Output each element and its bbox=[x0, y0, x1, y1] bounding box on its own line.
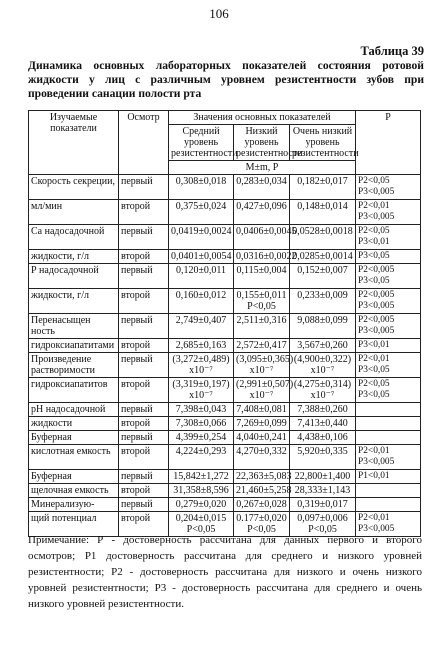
table-row bbox=[29, 378, 421, 403]
header-exam: Осмотр bbox=[119, 111, 169, 175]
row-p: Р2<0,05 Р3<0,01 bbox=[356, 225, 421, 250]
header-low: Низкий уровень резистентности bbox=[234, 125, 290, 161]
table-row bbox=[29, 403, 421, 417]
value-low: 0,155±0,011 Р<0,05 bbox=[234, 289, 290, 314]
row-exam: второй bbox=[119, 378, 169, 403]
value-very-low: 0,319±0,017 bbox=[290, 498, 356, 512]
table-row bbox=[29, 417, 421, 431]
value-very-low: 9,088±0,099 bbox=[290, 314, 356, 339]
row-label: Перенасыщен ность bbox=[29, 314, 119, 339]
row-p: Р2<0,01 Р3<0,005 bbox=[356, 200, 421, 225]
value-low: 21,460±5,258 bbox=[234, 484, 290, 498]
value-low: 4,040±0,241 bbox=[234, 431, 290, 445]
value-very-low: (4,275±0,314) х10⁻⁷ bbox=[290, 378, 356, 403]
row-label: жидкости, г/л bbox=[29, 289, 119, 314]
value-very-low: 0,148±0,014 bbox=[290, 200, 356, 225]
row-p: Р2<0,01 Р3<0,05 bbox=[356, 353, 421, 378]
table-row bbox=[29, 445, 421, 470]
value-very-low: 4,438±0,106 bbox=[290, 431, 356, 445]
value-medium: 0,204±0,015 Р<0,05 bbox=[169, 512, 234, 537]
value-low: 4,270±0,332 bbox=[234, 445, 290, 470]
table-row bbox=[29, 470, 421, 484]
row-p: Р2<0,005 Р3<0,05 bbox=[356, 264, 421, 289]
row-p: Р2<0,005 Р3<0,005 bbox=[356, 289, 421, 314]
row-exam: второй bbox=[119, 250, 169, 264]
value-very-low: 0,0285±0,0014 bbox=[290, 250, 356, 264]
header-mstat: M±m, P bbox=[169, 161, 356, 175]
value-low: 0,267±0,028 bbox=[234, 498, 290, 512]
row-label: щелочная емкость bbox=[29, 484, 119, 498]
value-low: 0,427±0,096 bbox=[234, 200, 290, 225]
value-very-low: 0,0528±0,0018 bbox=[290, 225, 356, 250]
value-very-low: 0,233±0,009 bbox=[290, 289, 356, 314]
value-medium: 7,398±0,043 bbox=[169, 403, 234, 417]
row-exam: второй bbox=[119, 417, 169, 431]
row-label: Буферная bbox=[29, 470, 119, 484]
value-low: 7,269±0,099 bbox=[234, 417, 290, 431]
row-label: кислотная емкость bbox=[29, 445, 119, 470]
value-very-low: 0,152±0,007 bbox=[290, 264, 356, 289]
row-exam: первый bbox=[119, 353, 169, 378]
value-very-low: (4,900±0,322) х10⁻⁷ bbox=[290, 353, 356, 378]
row-label: Минерализую- bbox=[29, 498, 119, 512]
value-medium: 0,279±0,020 bbox=[169, 498, 234, 512]
table-row bbox=[29, 250, 421, 264]
table-row bbox=[29, 339, 421, 353]
value-medium: 0,120±0,011 bbox=[169, 264, 234, 289]
value-medium: (3,272±0,489) х10⁻⁷ bbox=[169, 353, 234, 378]
value-medium: 4,399±0,254 bbox=[169, 431, 234, 445]
table-row bbox=[29, 200, 421, 225]
row-label: Буферная bbox=[29, 431, 119, 445]
table-row bbox=[29, 225, 421, 250]
value-medium: 15,842±1,272 bbox=[169, 470, 234, 484]
row-p: Р2<0,005 Р3<0,005 bbox=[356, 314, 421, 339]
value-medium: 7,308±0,066 bbox=[169, 417, 234, 431]
row-label: pH надосадочной bbox=[29, 403, 119, 417]
value-medium: 0,160±0,012 bbox=[169, 289, 234, 314]
table-row bbox=[29, 264, 421, 289]
value-low: 0,115±0,004 bbox=[234, 264, 290, 289]
row-exam: первый bbox=[119, 175, 169, 200]
row-label: жидкости, г/л bbox=[29, 250, 119, 264]
header-p: Р bbox=[356, 111, 421, 175]
row-exam: первый bbox=[119, 403, 169, 417]
value-low: 2,511±0,316 bbox=[234, 314, 290, 339]
row-exam: первый bbox=[119, 470, 169, 484]
row-exam: первый bbox=[119, 264, 169, 289]
value-medium: 0,0401±0,0054 bbox=[169, 250, 234, 264]
table-row bbox=[29, 289, 421, 314]
row-label: Р надосадочной bbox=[29, 264, 119, 289]
row-exam: второй bbox=[119, 289, 169, 314]
row-p: Р2<0,05 Р3<0,05 bbox=[356, 378, 421, 403]
row-label: Произведение растворимости bbox=[29, 353, 119, 378]
value-low: 22,363±5,083 bbox=[234, 470, 290, 484]
table-row bbox=[29, 175, 421, 200]
row-label: гидроксиапатитами bbox=[29, 339, 119, 353]
value-medium: 0,308±0,018 bbox=[169, 175, 234, 200]
header-very-low: Очень низкий уровень резистентности bbox=[290, 125, 356, 161]
row-p bbox=[356, 498, 421, 512]
value-low: 0,0316±0,0022 bbox=[234, 250, 290, 264]
row-p bbox=[356, 403, 421, 417]
results-table bbox=[28, 110, 421, 537]
row-p: Р1<0,01 bbox=[356, 470, 421, 484]
row-exam: первый bbox=[119, 314, 169, 339]
row-label: жидкости bbox=[29, 417, 119, 431]
value-medium: 0,0419±0,0024 bbox=[169, 225, 234, 250]
value-medium: 0,375±0,024 bbox=[169, 200, 234, 225]
value-very-low: 0,182±0,017 bbox=[290, 175, 356, 200]
row-exam: второй bbox=[119, 339, 169, 353]
value-medium: (3,319±0,197) х10⁻⁷ bbox=[169, 378, 234, 403]
table-title: Динамика основных лабораторных показателей состояния ротовой жидкости у лиц с различным уровнем резистентности зубов при проведении санации полости рта bbox=[28, 59, 424, 100]
table-row bbox=[29, 498, 421, 512]
value-medium: 31,358±8,596 bbox=[169, 484, 234, 498]
value-low: 0,283±0,034 bbox=[234, 175, 290, 200]
value-very-low: 5,920±0,335 bbox=[290, 445, 356, 470]
row-label: гидроксиапатитов bbox=[29, 378, 119, 403]
table-row bbox=[29, 431, 421, 445]
header-medium: Средний уровень резистентности bbox=[169, 125, 234, 161]
table-number: Таблица 39 bbox=[360, 44, 424, 58]
row-p: Р3<0,05 bbox=[356, 250, 421, 264]
value-low: 2,572±0,417 bbox=[234, 339, 290, 353]
header-indicators: Изучаемые показатели bbox=[29, 111, 119, 175]
row-p: Р2<0,01 Р3<0,005 bbox=[356, 445, 421, 470]
table-row bbox=[29, 353, 421, 378]
table-body bbox=[29, 175, 421, 537]
value-very-low: 7,413±0,440 bbox=[290, 417, 356, 431]
row-exam: второй bbox=[119, 512, 169, 537]
row-label: Са надосадочной bbox=[29, 225, 119, 250]
row-exam: второй bbox=[119, 200, 169, 225]
table-row bbox=[29, 484, 421, 498]
row-p bbox=[356, 417, 421, 431]
row-exam: второй bbox=[119, 445, 169, 470]
row-label: щий потенциал bbox=[29, 512, 119, 537]
value-low: 0.177±0,020 Р<0,05 bbox=[234, 512, 290, 537]
value-low: (3,095±0,365) х10⁻⁷ bbox=[234, 353, 290, 378]
table-row bbox=[29, 314, 421, 339]
header-values: Значения основных показателей bbox=[169, 111, 356, 125]
row-label: мл/мин bbox=[29, 200, 119, 225]
value-very-low: 28,333±1,143 bbox=[290, 484, 356, 498]
table-note: Примечание: Р - достоверность рассчитана для данных первого и второго осмотров; Р1 достоверность рассчитана для среднего и низкого уровней резистентности; Р2 - достоверность рассчитана для низкого и очень низкого уровней резистентности; Р3 - достоверность рассчитана для среднего и очень низкого уровней резистентности. bbox=[28, 534, 422, 610]
value-medium: 2,685±0,163 bbox=[169, 339, 234, 353]
row-exam: первый bbox=[119, 225, 169, 250]
row-p: Р2<0,01 Р3<0,005 bbox=[356, 512, 421, 537]
row-exam: первый bbox=[119, 498, 169, 512]
value-low: 7,408±0,081 bbox=[234, 403, 290, 417]
value-medium: 4,224±0,293 bbox=[169, 445, 234, 470]
row-p: Р2<0,05 Р3<0,005 bbox=[356, 175, 421, 200]
page-number: 106 bbox=[209, 6, 229, 21]
row-exam: первый bbox=[119, 431, 169, 445]
value-low: 0,0406±0,0045 bbox=[234, 225, 290, 250]
row-p bbox=[356, 484, 421, 498]
value-very-low: 0,097±0,006 Р<0,05 bbox=[290, 512, 356, 537]
row-p: Р3<0,01 bbox=[356, 339, 421, 353]
value-very-low: 3,567±0,260 bbox=[290, 339, 356, 353]
value-very-low: 22,800±1,400 bbox=[290, 470, 356, 484]
row-exam: второй bbox=[119, 484, 169, 498]
value-very-low: 7,388±0,260 bbox=[290, 403, 356, 417]
row-p bbox=[356, 431, 421, 445]
row-label: Скорость секреции, bbox=[29, 175, 119, 200]
value-medium: 2,749±0,407 bbox=[169, 314, 234, 339]
value-low: (2,991±0,507) х10⁻⁷ bbox=[234, 378, 290, 403]
